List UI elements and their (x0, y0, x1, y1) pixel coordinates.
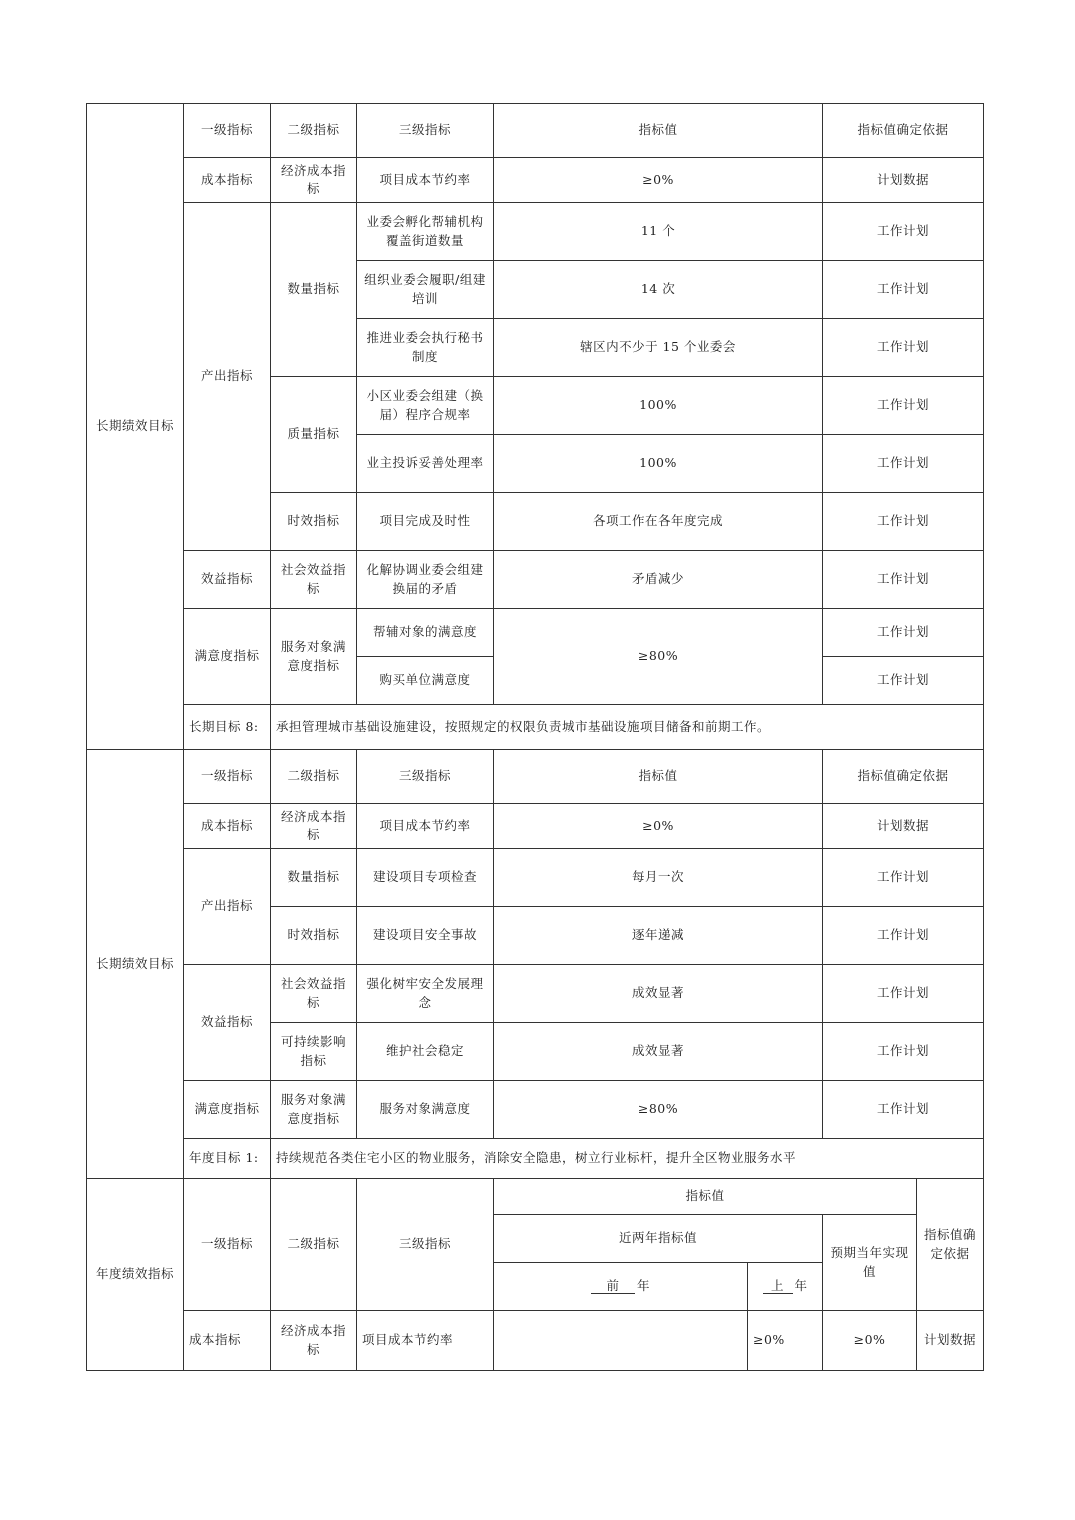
block1-label: 长期绩效目标 (87, 104, 184, 750)
header-level2: 二级指标 (271, 104, 357, 158)
b1-sat-row-basis: 工作计划 (823, 657, 984, 705)
b3-cost-l1: 成本指标 (184, 1311, 271, 1371)
b1-qty-row-basis: 工作计划 (823, 261, 984, 319)
b3-cost-l3: 项目成本节约率 (357, 1311, 494, 1371)
b3-header-basis: 指标值确定依据 (917, 1179, 984, 1311)
b3-header-expected: 预期当年实现值 (823, 1215, 917, 1311)
b1-qual-row-value: 100% (494, 435, 823, 493)
header-basis: 指标值确定依据 (823, 104, 984, 158)
block3-label: 年度绩效指标 (87, 1179, 184, 1371)
b3-cost-expected: ≥0% (823, 1311, 917, 1371)
b2-sustain-basis: 工作计划 (823, 1023, 984, 1081)
b2-sat-l2: 服务对象满意度指标 (271, 1081, 357, 1139)
header-level1: 一级指标 (184, 104, 271, 158)
b2-qty-l3: 建设项目专项检查 (357, 849, 494, 907)
b2-qty-value: 每月一次 (494, 849, 823, 907)
prev-year-fill: 前 (591, 1279, 635, 1294)
b3-header-prev-year (494, 1263, 748, 1311)
b2-cost-l3: 项目成本节约率 (357, 804, 494, 849)
header-value: 指标值 (494, 750, 823, 804)
header-level3: 三级指标 (357, 750, 494, 804)
b1-cost-value: ≥0% (494, 158, 823, 203)
b2-cost-l1: 成本指标 (184, 804, 271, 849)
b1-qual-row-basis: 工作计划 (823, 435, 984, 493)
b2-time-l2: 时效指标 (271, 907, 357, 965)
b2-sat-l1: 满意度指标 (184, 1081, 271, 1139)
b1-qty-row-value: 11 个 (494, 203, 823, 261)
b1-cost-l2: 经济成本指标 (271, 158, 357, 203)
performance-indicator-table (86, 103, 984, 1371)
b1-qty-row-l3: 推进业委会执行秘书制度 (357, 319, 494, 377)
b3-cost-l2: 经济成本指标 (271, 1311, 357, 1371)
b1-qty-row-value: 14 次 (494, 261, 823, 319)
b1-cost-l3: 项目成本节约率 (357, 158, 494, 203)
b3-header-recent: 近两年指标值 (494, 1215, 823, 1263)
b1-benefit-l2: 社会效益指标 (271, 551, 357, 609)
b1-cost-basis: 计划数据 (823, 158, 984, 203)
b2-sustain-value: 成效显著 (494, 1023, 823, 1081)
b1-sat-row-l3: 帮辅对象的满意度 (357, 609, 494, 657)
b2-sat-value: ≥80% (494, 1081, 823, 1139)
b1-qty-row-basis: 工作计划 (823, 203, 984, 261)
b1-qual-row-value: 100% (494, 377, 823, 435)
b2-time-basis: 工作计划 (823, 907, 984, 965)
b2-cost-value: ≥0% (494, 804, 823, 849)
b1-benefit-basis: 工作计划 (823, 551, 984, 609)
b1-output-l1: 产出指标 (184, 203, 271, 551)
last-year-suffix: 年 (794, 1278, 808, 1294)
b1-time-l3: 项目完成及时性 (357, 493, 494, 551)
b1-quality-l2: 质量指标 (271, 377, 357, 493)
b1-qual-row-basis: 工作计划 (823, 377, 984, 435)
b2-social-value: 成效显著 (494, 965, 823, 1023)
b2-sat-l3: 服务对象满意度 (357, 1081, 494, 1139)
b1-qty-row-l3: 组织业委会履职/组建培训 (357, 261, 494, 319)
goal8-text: 承担管理城市基础设施建设，按照规定的权限负责城市基础设施项目储备和前期工作。 (271, 705, 984, 750)
b1-sat-row-l3: 购买单位满意度 (357, 657, 494, 705)
b2-cost-basis: 计划数据 (823, 804, 984, 849)
block2-label: 长期绩效目标 (87, 750, 184, 1179)
b2-sat-basis: 工作计划 (823, 1081, 984, 1139)
b3-cost-prev (494, 1311, 748, 1371)
b1-qty-row-basis: 工作计划 (823, 319, 984, 377)
b3-header-value: 指标值 (494, 1179, 917, 1215)
b3-header-level1: 一级指标 (184, 1179, 271, 1311)
b2-social-basis: 工作计划 (823, 965, 984, 1023)
b3-header-level2: 二级指标 (271, 1179, 357, 1311)
b2-qty-l2: 数量指标 (271, 849, 357, 907)
b1-qty-row-l3: 业委会孵化帮辅机构覆盖街道数量 (357, 203, 494, 261)
header-level1: 一级指标 (184, 750, 271, 804)
b2-benefit-l1: 效益指标 (184, 965, 271, 1081)
b1-benefit-l1: 效益指标 (184, 551, 271, 609)
b2-social-l2: 社会效益指标 (271, 965, 357, 1023)
header-level2: 二级指标 (271, 750, 357, 804)
b3-cost-basis: 计划数据 (917, 1311, 984, 1371)
annual-goal-text: 持续规范各类住宅小区的物业服务，消除安全隐患，树立行业标杆，提升全区物业服务水平 (271, 1139, 984, 1179)
b1-qual-row-l3: 业主投诉妥善处理率 (357, 435, 494, 493)
b2-sustain-l2: 可持续影响指标 (271, 1023, 357, 1081)
last-year-fill: 上 (763, 1279, 793, 1294)
b1-satisfaction-value: ≥80% (494, 609, 823, 705)
b1-time-l2: 时效指标 (271, 493, 357, 551)
annual-goal-label: 年度目标 1: (184, 1139, 271, 1179)
b1-quantity-l2: 数量指标 (271, 203, 357, 377)
b1-time-basis: 工作计划 (823, 493, 984, 551)
b2-time-l3: 建设项目安全事故 (357, 907, 494, 965)
b1-sat-row-basis: 工作计划 (823, 609, 984, 657)
b1-cost-l1: 成本指标 (184, 158, 271, 203)
b1-benefit-value: 矛盾减少 (494, 551, 823, 609)
b3-header-last-year (748, 1263, 823, 1311)
b2-sustain-l3: 维护社会稳定 (357, 1023, 494, 1081)
b1-qty-row-value: 辖区内不少于 15 个业委会 (494, 319, 823, 377)
b2-cost-l2: 经济成本指标 (271, 804, 357, 849)
b2-social-l3: 强化树牢安全发展理念 (357, 965, 494, 1023)
b1-time-value: 各项工作在各年度完成 (494, 493, 823, 551)
b1-satisfaction-l1: 满意度指标 (184, 609, 271, 705)
prev-year-suffix: 年 (636, 1278, 650, 1294)
b2-qty-basis: 工作计划 (823, 849, 984, 907)
goal8-label: 长期目标 8: (184, 705, 271, 750)
header-value: 指标值 (494, 104, 823, 158)
b3-header-level3: 三级指标 (357, 1179, 494, 1311)
b2-output-l1: 产出指标 (184, 849, 271, 965)
b1-qual-row-l3: 小区业委会组建（换届）程序合规率 (357, 377, 494, 435)
b3-cost-last: ≥0% (748, 1311, 823, 1371)
header-basis: 指标值确定依据 (823, 750, 984, 804)
b1-benefit-l3: 化解协调业委会组建换届的矛盾 (357, 551, 494, 609)
b2-time-value: 逐年递减 (494, 907, 823, 965)
b1-satisfaction-l2: 服务对象满意度指标 (271, 609, 357, 705)
header-level3: 三级指标 (357, 104, 494, 158)
